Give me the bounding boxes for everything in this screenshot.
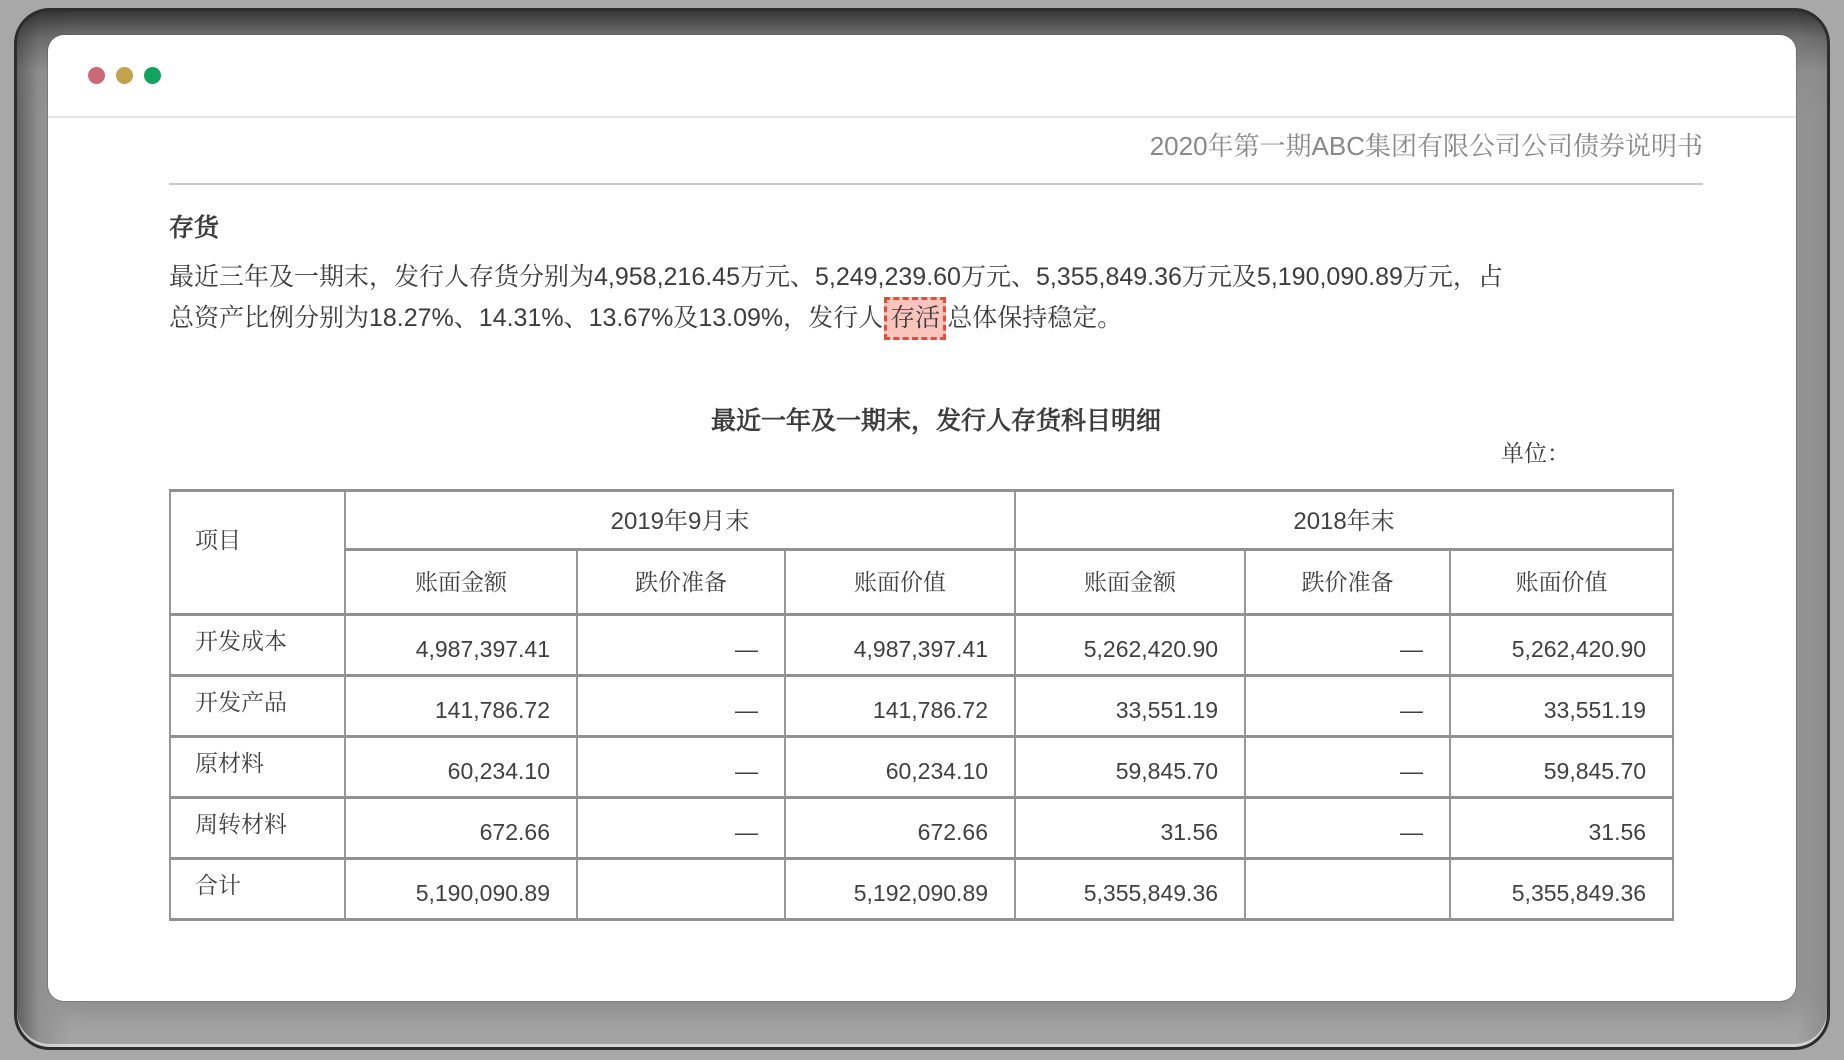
paragraph-line2-pre: 总资产比例分别为18.27%、14.31%、13.67%及13.09%，发行人: [169, 304, 884, 332]
value-cell: —: [1245, 798, 1450, 859]
header-divider: [169, 183, 1703, 185]
traffic-light-zoom[interactable]: [144, 67, 161, 84]
paragraph-line1: 最近三年及一期末，发行人存货分别为4,958,216.45万元、5,249,239.60万元、5,355,849.36万元及5,190,090.89万元，占: [169, 263, 1503, 291]
document-page: [48, 131, 1796, 921]
value-cell: 31.56: [1450, 798, 1673, 859]
window-titlebar: [48, 35, 1796, 118]
table-subheader-row: [170, 550, 1673, 615]
table-row: [170, 737, 1673, 798]
subheader-2019-book-amount: 账面金额: [345, 550, 577, 615]
value-cell: 5,192,090.89: [785, 859, 1015, 920]
value-cell: 4,987,397.41: [785, 615, 1015, 676]
value-cell: 672.66: [345, 798, 577, 859]
unit-label: 单位：: [1501, 440, 1570, 466]
table-row: [170, 676, 1673, 737]
value-cell: 5,262,420.90: [1015, 615, 1245, 676]
table-row: [170, 798, 1673, 859]
value-cell: [577, 859, 785, 920]
value-cell: —: [577, 798, 785, 859]
row-label: 开发成本: [170, 615, 345, 676]
value-cell: 5,355,849.36: [1015, 859, 1245, 920]
value-cell: —: [577, 615, 785, 676]
subheader-2019-book-value: 账面价值: [785, 550, 1015, 615]
paragraph-line2-post: 总体保持稳定。: [947, 304, 1123, 332]
inventory-table: [169, 489, 1674, 921]
document-window: [48, 35, 1796, 1001]
table-group-header-row: [170, 491, 1673, 550]
header-item: 项目: [170, 491, 345, 615]
col-group-2018: 2018年末: [1015, 491, 1673, 550]
row-label: 开发产品: [170, 676, 345, 737]
body-paragraph: [169, 257, 1703, 340]
subheader-2019-impairment: 跌价准备: [577, 550, 785, 615]
value-cell: 59,845.70: [1015, 737, 1245, 798]
value-cell: 33,551.19: [1015, 676, 1245, 737]
value-cell: [1245, 859, 1450, 920]
section-heading: 存货: [169, 214, 220, 242]
table-row-total: [170, 859, 1673, 920]
traffic-light-close[interactable]: [88, 67, 105, 84]
value-cell: 141,786.72: [345, 676, 577, 737]
value-cell: —: [1245, 737, 1450, 798]
col-group-2019: 2019年9月末: [345, 491, 1015, 550]
value-cell: —: [1245, 615, 1450, 676]
typo-highlight[interactable]: 存活: [884, 297, 946, 340]
subheader-2018-book-amount: 账面金额: [1015, 550, 1245, 615]
value-cell: 4,987,397.41: [345, 615, 577, 676]
value-cell: —: [577, 676, 785, 737]
document-header-title: 2020年第一期ABC集团有限公司公司债券说明书: [1149, 131, 1703, 161]
value-cell: 60,234.10: [785, 737, 1015, 798]
value-cell: 5,355,849.36: [1450, 859, 1673, 920]
value-cell: 5,262,420.90: [1450, 615, 1673, 676]
value-cell: 141,786.72: [785, 676, 1015, 737]
value-cell: 31.56: [1015, 798, 1245, 859]
table-title: 最近一年及一期末，发行人存货科目明细: [710, 407, 1161, 435]
row-label: 周转材料: [170, 798, 345, 859]
table-row: [170, 615, 1673, 676]
value-cell: —: [577, 737, 785, 798]
row-label: 合计: [170, 859, 345, 920]
subheader-2018-impairment: 跌价准备: [1245, 550, 1450, 615]
value-cell: 60,234.10: [345, 737, 577, 798]
row-label: 原材料: [170, 737, 345, 798]
traffic-light-minimize[interactable]: [116, 67, 133, 84]
value-cell: 59,845.70: [1450, 737, 1673, 798]
value-cell: —: [1245, 676, 1450, 737]
value-cell: 33,551.19: [1450, 676, 1673, 737]
value-cell: 5,190,090.89: [345, 859, 577, 920]
value-cell: 672.66: [785, 798, 1015, 859]
subheader-2018-book-value: 账面价值: [1450, 550, 1673, 615]
